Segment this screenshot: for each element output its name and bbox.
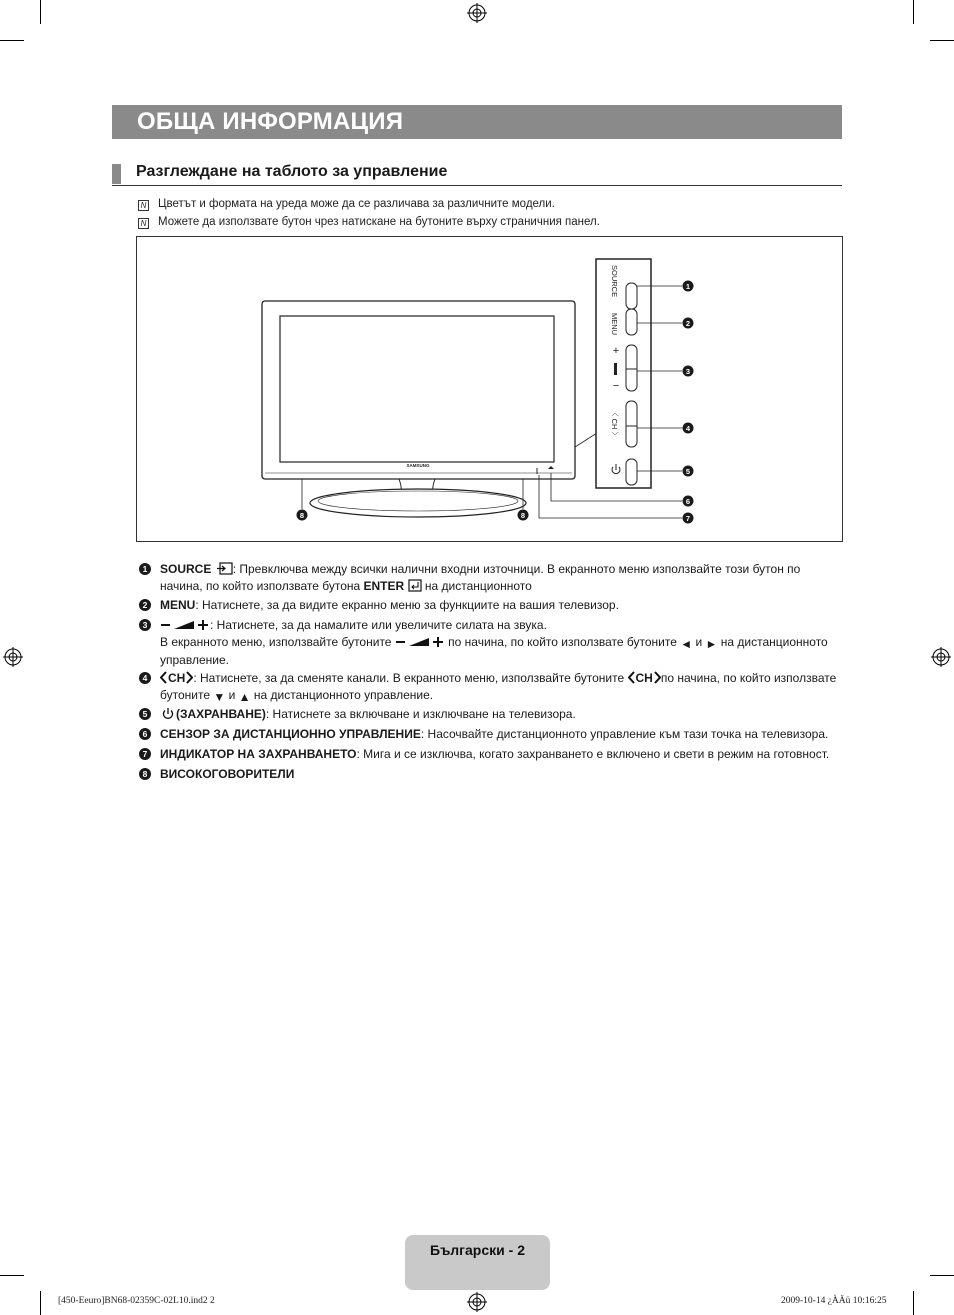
section-divider [112,185,842,186]
item-number: 5 [139,708,151,720]
item-number: 8 [139,768,151,780]
item-text: по начина, по който използвате бутоните [448,634,677,649]
item-text: : Натиснете за включване и изключване на телевизора. [265,707,576,721]
registration-mark-icon [931,647,951,667]
registration-mark-icon [467,3,487,23]
crop-mark [40,1291,41,1315]
volume-buttons-icon [160,618,210,631]
item-label: SOURCE [160,562,212,576]
crop-mark [913,0,914,24]
page-number-label: Български - 2 [430,1242,525,1258]
panel-label-minus: − [612,380,620,392]
list-item [139,706,844,724]
note [138,198,555,211]
callout-5-label: 5 [685,467,691,476]
item-number: 1 [139,563,151,575]
item-text: на дистанционното управление. [253,687,434,702]
control-panel-diagram [136,236,843,542]
crop-mark [0,40,24,41]
note [138,216,600,229]
enter-icon [408,579,422,592]
chevron-left-icon [628,671,636,684]
callout-1-label: 1 [685,282,691,291]
list-item [139,726,844,744]
tv-illustration [137,237,842,541]
item-text: : Превключва между всички налични входни източници. В екранното меню използвайте този бутон по начина, по който използвате бутона [160,562,801,593]
item-number: 3 [139,619,151,631]
power-icon [160,707,176,720]
crop-mark [913,1291,914,1315]
down-arrow-icon: ▼ [213,689,226,704]
item-text: : Насочвайте дистанционното управление към тази точка на телевизора. [420,727,829,741]
section-title: Разглеждане на таблото за управление [136,163,448,180]
callout-4-label: 4 [685,424,691,433]
right-arrow-icon: ► [705,636,718,651]
item-label: (ЗАХРАНВАНЕ) [176,707,266,721]
item-label: MENU [160,598,196,612]
note-icon: N [138,218,149,229]
item-text: : Натиснете, за да сменяте канали. В екранното меню, използвайте бутоните [193,671,625,685]
print-slug-right: 2009-10-14 ¿ÀÄü 10:16:25 [781,1296,887,1306]
item-number: 2 [139,599,151,611]
page-title: ОБЩА ИНФОРМАЦИЯ [137,108,404,135]
list-item [139,597,844,615]
item-label: CH [168,671,186,685]
list-item [139,670,844,704]
print-slug-left: [450-Eeuro]BN68-02359C-02L10.ind2 2 [58,1296,215,1306]
item-text: и [695,634,703,649]
panel-label-source: SOURCE [610,265,619,298]
panel-label-menu: MENU [610,313,619,336]
item-text: на дистанционното [421,578,532,593]
crop-mark [40,0,41,24]
section-marker [112,164,121,184]
channel-button [626,401,637,447]
item-text: В екранното меню, използвайте бутоните [160,634,392,649]
power-button [626,459,637,485]
side-panel [596,259,651,488]
item-text: : Натиснете, за да намалите или увеличите силата на звука. [210,618,547,632]
registration-mark-icon [467,1292,487,1312]
callout-7-label: 7 [685,514,691,523]
list-item [139,766,844,784]
registration-mark-icon [3,647,23,667]
page-title-bar [112,105,842,139]
crop-mark [930,1275,954,1276]
callout-8-label: 8 [520,511,526,520]
volume-icon [614,363,617,375]
item-text: на дистанционното управление. [160,634,828,667]
tv-screen [280,316,554,462]
item-label: СЕНЗОР ЗА ДИСТАНЦИОННО УПРАВЛЕНИЕ [160,727,421,741]
left-arrow-icon: ◄ [680,636,693,651]
note-text: Цветът и формата на уреда може да се различава за различните модели. [158,198,555,210]
volume-button [626,345,637,391]
item-number: 4 [139,672,151,684]
crop-mark [930,40,954,41]
callout-3-label: 3 [685,367,691,376]
panel-label-ch: 〈 CH 〉 [610,409,619,439]
brand-logo: SAMSUNG [406,463,430,468]
chevron-left-icon [160,671,168,684]
up-arrow-icon: ▲ [238,689,251,704]
item-text: и [228,687,236,702]
item-text: по начина, по който използвате бутоните [160,671,837,702]
item-label: ВИСОКОГОВОРИТЕЛИ [160,767,295,781]
source-icon [215,562,233,575]
tv-stand-base [310,489,526,517]
volume-buttons-icon [395,635,445,648]
list-item [139,746,844,764]
callout-6-label: 6 [685,497,691,506]
note-icon: N [138,200,149,211]
item-label: ИНДИКАТОР НА ЗАХРАНВАНЕТО [160,747,357,761]
callout-2-label: 2 [685,319,691,328]
page-footer-tab [405,1235,550,1290]
item-text: : Мига и се изключва, когато захранването е включено и свети в режим на готовност. [356,747,830,761]
source-button [626,283,637,309]
item-label: ENTER [363,578,405,593]
callout-8-label: 8 [299,511,305,520]
panel-label-plus: + [612,345,620,357]
note-text: Можете да използвате бутон чрез натискане на бутоните върху страничния панел. [158,216,600,228]
item-label: CH [635,671,653,685]
menu-button [626,309,637,335]
panel-leader [575,259,597,447]
crop-mark [0,1275,24,1276]
item-number: 6 [139,728,151,740]
chevron-right-icon [653,671,661,684]
list-item [139,617,844,667]
item-text: : Натиснете, за да видите екранно меню за функциите на вашия телевизор. [195,598,619,612]
item-number: 7 [139,748,151,760]
list-item [139,561,844,595]
